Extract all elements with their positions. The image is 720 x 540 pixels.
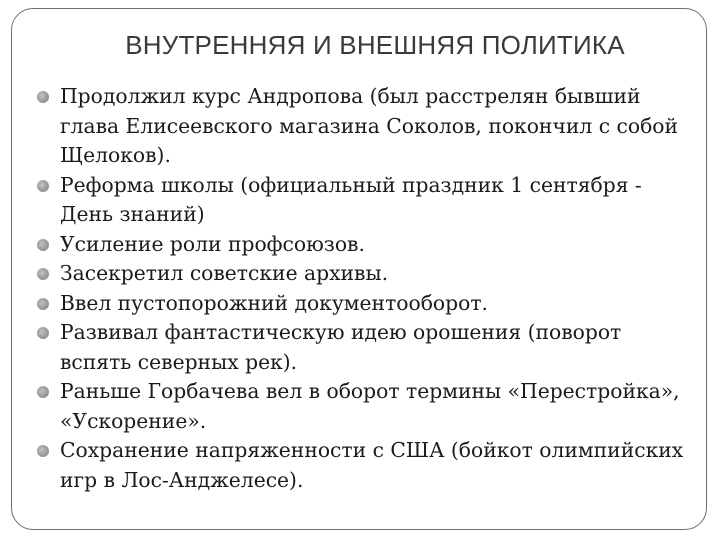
list-item — [37, 289, 687, 319]
bullet-icon — [37, 268, 49, 280]
bullet-icon — [37, 239, 49, 251]
bullet-icon — [37, 91, 49, 103]
list-item — [37, 318, 687, 377]
bullet-icon — [37, 445, 49, 457]
list-item — [37, 436, 687, 495]
list-item — [37, 82, 687, 171]
slide-title: ВНУТРЕННЯЯ И ВНЕШНЯЯ ПОЛИТИКА — [125, 30, 625, 60]
list-item — [37, 171, 687, 230]
list-item-text: Раньше Горбачева вел в оборот термины «Перестройка», «Ускорение». — [60, 379, 680, 433]
bullet-icon — [37, 327, 49, 339]
bullet-icon — [37, 386, 49, 398]
list-item-text: Ввел пустопорожний документооборот. — [60, 290, 488, 315]
list-item-text: Сохранение напряженности с США (бойкот олимпийских игр в Лос-Анджелесе). — [60, 438, 684, 492]
list-item-text: Засекретил советские архивы. — [60, 261, 389, 285]
list-item-text: Реформа школы (официальный праздник 1 сентября - День знаний) — [60, 172, 642, 226]
bullet-icon — [37, 298, 49, 310]
bullet-icon — [37, 180, 49, 192]
list-item — [37, 230, 687, 260]
bullet-list — [37, 82, 687, 495]
list-item-text: Развивал фантастическую идею орошения (поворот вспять северных рек). — [60, 320, 622, 374]
list-item-text: Продолжил курс Андропова (был расстрелян бывший глава Елисеевского магазина Соколов, покончил с собой Щелоков). — [60, 84, 679, 167]
list-item — [37, 259, 687, 289]
list-item — [37, 377, 687, 436]
list-item-text: Усиление роли профсоюзов. — [60, 231, 365, 256]
